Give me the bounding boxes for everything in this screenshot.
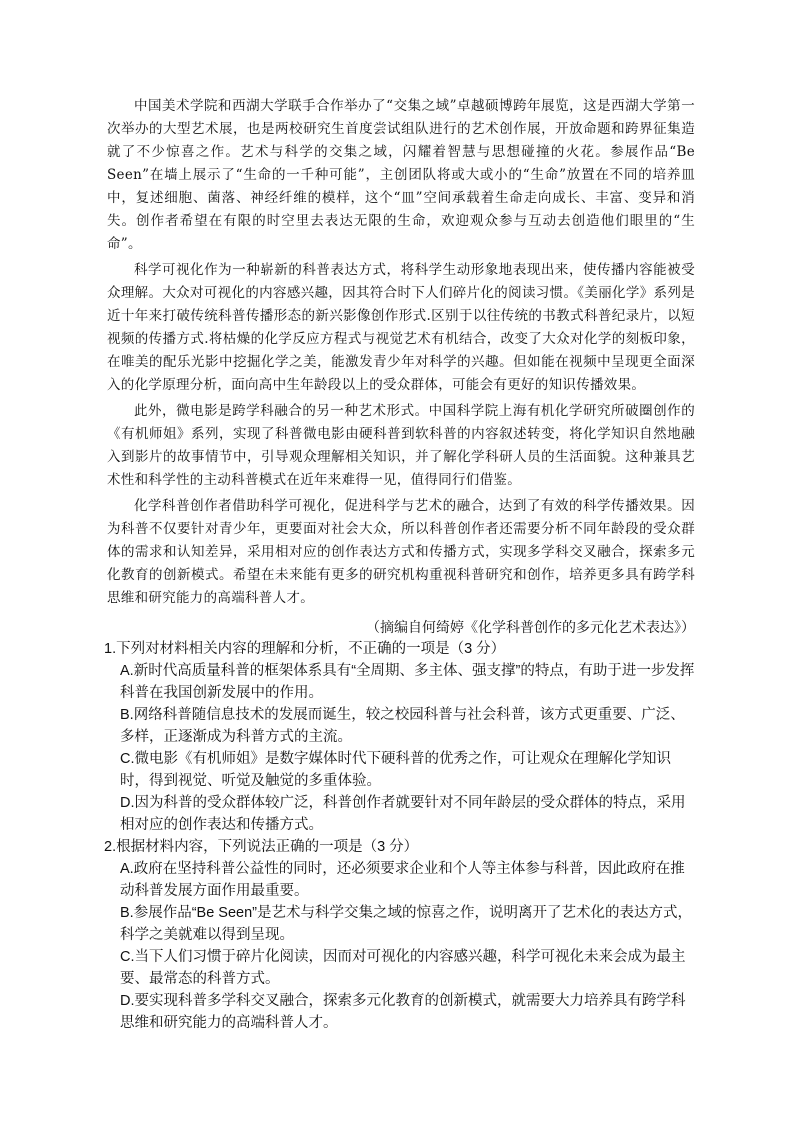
option-letter: D. bbox=[120, 795, 135, 811]
reading-passage bbox=[107, 95, 695, 613]
option-letter: A. bbox=[120, 861, 134, 877]
passage-paragraph: 化学科普创作者借助科学可视化，促进科学与艺术的融合，达到了有效的科学传播效果。因为科普不仅要针对青少年，更要面对社会大众，所以科普创作者还需要分析不同年龄段的受众群体的需求和认知差异，采用相对应的创作表达方式和传播方式，实现多学科交叉融合，探索多元化教育的创新模式。希望在未来能有更多的研究机构重视科普研究和创作，培养更多具有跨学科思维和研究能力的高端科普人才。 bbox=[107, 498, 695, 606]
question-stem: 1.下列对材料相关内容的理解和分析，不正确的一项是（3 分） bbox=[104, 641, 506, 657]
option-letter: B. bbox=[120, 905, 134, 921]
option-letter: C. bbox=[120, 949, 135, 965]
option-d bbox=[120, 990, 696, 1034]
option-text: 网络科普随信息技术的发展而诞生，较之校园科普与社会科普，该方式更重要、广泛、多样，正逐渐成为科普方式的主流。 bbox=[120, 707, 685, 745]
option-text: 新时代高质量科普的框架体系具有“全周期、多主体、强支撑”的特点，有助于进一步发挥科普在我国创新发展中的作用。 bbox=[120, 663, 695, 701]
option-a bbox=[120, 858, 696, 902]
option-b bbox=[120, 902, 696, 946]
option-letter: B. bbox=[120, 707, 134, 723]
question-stem: 2.根据材料内容，下列说法正确的一项是（3 分） bbox=[104, 839, 419, 855]
source-citation: （摘编自何绮婷《化学科普创作的多元化艺术表达》） bbox=[366, 619, 695, 635]
option-letter: C. bbox=[120, 751, 135, 767]
question-2 bbox=[104, 836, 696, 1034]
option-text: 参展作品“Be Seen”是艺术与科学交集之域的惊喜之作，说明离开了艺术化的表达方式，科学之美就难以得到呈现。 bbox=[120, 905, 692, 943]
question-1 bbox=[104, 638, 696, 836]
option-b bbox=[120, 704, 696, 748]
question-list bbox=[104, 638, 696, 1034]
option-c bbox=[120, 748, 696, 792]
passage-paragraph: 中国美术学院和西湖大学联手合作举办了“交集之域”卓越硕博跨年展览，这是西湖大学第一次举办的大型艺术展，也是两校研究生首度尝试组队进行的艺术创作展，开放命题和跨界征集造就了不少惊喜之作。艺术与科学的交集之域，闪耀着智慧与思想碰撞的火花。参展作品“Be Seen”在墙上展示了“生命的一千种可能”，主创团队将或大或小的“生命”放置在不同的培养皿中，复述细胞、菌落、神经纤维的模样，这个“皿”空间承载着生命走向成长、丰富、变异和消失。创作者希望在有限的时空里去表达无限的生命，欢迎观众参与互动去创造他们眼里的“生命”。 bbox=[107, 98, 695, 252]
option-letter: A. bbox=[120, 663, 134, 679]
passage-paragraph: 此外，微电影是跨学科融合的另一种艺术形式。中国科学院上海有机化学研究所破圈创作的《有机师姐》系列，实现了科普微电影由硬科普到软科普的内容叙述转变，将化学知识自然地融入到影片的故事情节中，引导观众理解相关知识，并了解化学科研人员的生活面貌。这种兼具艺术性和科学性的主动科普模式在近年来难得一见，值得同行们借鉴。 bbox=[107, 403, 695, 488]
option-text: 当下人们习惯于碎片化阅读，因而对可视化的内容感兴趣，科学可视化未来会成为最主要、最常态的科普方式。 bbox=[120, 949, 686, 987]
option-c bbox=[120, 946, 696, 990]
option-text: 微电影《有机师姐》是数字媒体时代下硬科普的优秀之作，可让观众在理解化学知识时，得到视觉、听觉及触觉的多重体验。 bbox=[120, 751, 671, 789]
option-text: 要实现科普多学科交叉融合，探索多元化教育的创新模式，就需要大力培养具有跨学科思维和研究能力的高端科普人才。 bbox=[120, 993, 686, 1031]
option-text: 因为科普的受众群体较广泛，科普创作者就要针对不同年龄层的受众群体的特点，采用相对应的创作表达和传播方式。 bbox=[120, 795, 686, 833]
option-text: 政府在坚持科普公益性的同时，还必须要求企业和个人等主体参与科普，因此政府在推动科普发展方面作用最重要。 bbox=[120, 861, 685, 899]
option-letter: D. bbox=[120, 993, 135, 1009]
passage-paragraph: 科学可视化作为一种崭新的科普表达方式，将科学生动形象地表现出来，使传播内容能被受众理解。大众对可视化的内容感兴趣，因其符合时下人们碎片化的阅读习惯。《美丽化学》系列是近十年来打破传统科普传播形态的新兴影像创作形式.区别于以往传统的书教式科普纪录片，以短视频的传播方式.将枯燥的化学反应方程式与视觉艺术有机结合，改变了大众对化学的刻板印象，在唯美的配乐光影中挖掘化学之美，能激发青少年对科学的兴趣。但如能在视频中呈现更全面深入的化学原理分析，面向高中生年龄段以上的受众群体，可能会有更好的知识传播效果。 bbox=[107, 262, 695, 393]
option-d bbox=[120, 792, 696, 836]
option-a bbox=[120, 660, 696, 704]
